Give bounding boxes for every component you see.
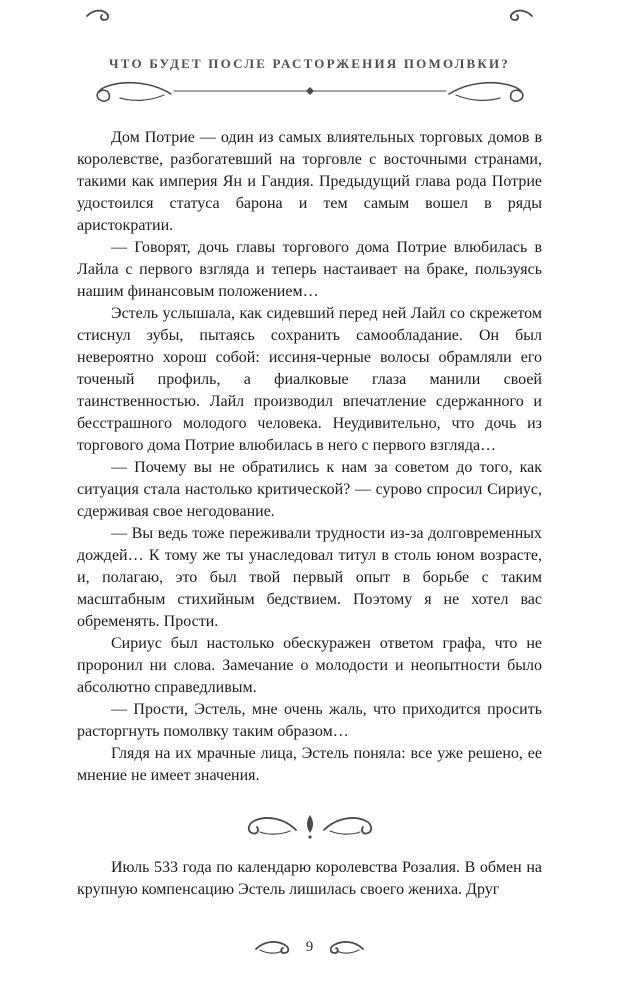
top-right-flourish-icon (507, 8, 533, 22)
footer-flourish-left-icon (254, 938, 294, 956)
footer-flourish-right-icon (325, 938, 365, 956)
paragraph: — Почему вы не обратились к нам за советом до того, как ситуация стала настолько критической? — сурово спросил Сириус, сдерживая свое негодование. (77, 459, 542, 520)
running-head-title: ЧТО БУДЕТ ПОСЛЕ РАСТОРЖЕНИЯ ПОМОЛВКИ? (109, 56, 510, 71)
top-left-flourish-icon (86, 8, 112, 22)
page-footer (0, 938, 619, 956)
paragraph: Сириус был настолько обескуражен ответом графа, что не проронил ни слова. Замечание о молодости и неопытности было абсолютно справедливым. (77, 635, 542, 696)
paragraph: Дом Потрие — один из самых влиятельных торговых домов в королевстве, разбогатевший на торговле с восточными странами, такими как империя Ян и Гандия. Предыдущий глава рода Потрие удостоился статуса барона и тем самым вошел в ряды аристократии. (77, 129, 542, 234)
paragraph: — Прости, Эстель, мне очень жаль, что приходится просить расторгнуть помолвку таким образом… (77, 701, 542, 740)
section-separator-flourish-icon (77, 808, 542, 842)
page-number: 9 (305, 938, 314, 955)
header-divider-flourish-icon (0, 77, 619, 103)
page-body (77, 127, 542, 901)
paragraph: — Вы ведь тоже переживали трудности из-за долговременных дождей… К тому же ты унаследовал титул в столь юном возрасте, и, полагаю, это был твой первый опыт в борьбе с таким масштабным стихийным бедствием. Поэтому я не хотел вас обременять. Прости. (77, 525, 542, 630)
paragraph: Глядя на их мрачные лица, Эстель поняла: все уже решено, ее мнение не имеет значения. (77, 745, 542, 784)
paragraph: Эстель услышала, как сидевший перед ней Лайл со скрежетом стиснул зубы, пытаясь сохранить самообладание. Он был невероятно хорош собой: иссиня-черные волосы обрамляли его точеный профиль, а фиалковые глаза манили своей таинственностью. Лайл производил впечатление сдержанного и бесстрашного молодого человека. Неудивительно, что дочь из торгового дома Потрие влюбилась в него с первого взгляда… (77, 305, 542, 454)
paragraph: Июль 533 года по календарю королевства Розалия. В обмен на крупную компенсацию Эстель лишилась своего жениха. Друг (77, 859, 542, 898)
paragraph: — Говорят, дочь главы торгового дома Потрие влюбилась в Лайла с первого взгляда и теперь настаивает на браке, пользуясь нашим финансовым положением… (77, 239, 542, 300)
